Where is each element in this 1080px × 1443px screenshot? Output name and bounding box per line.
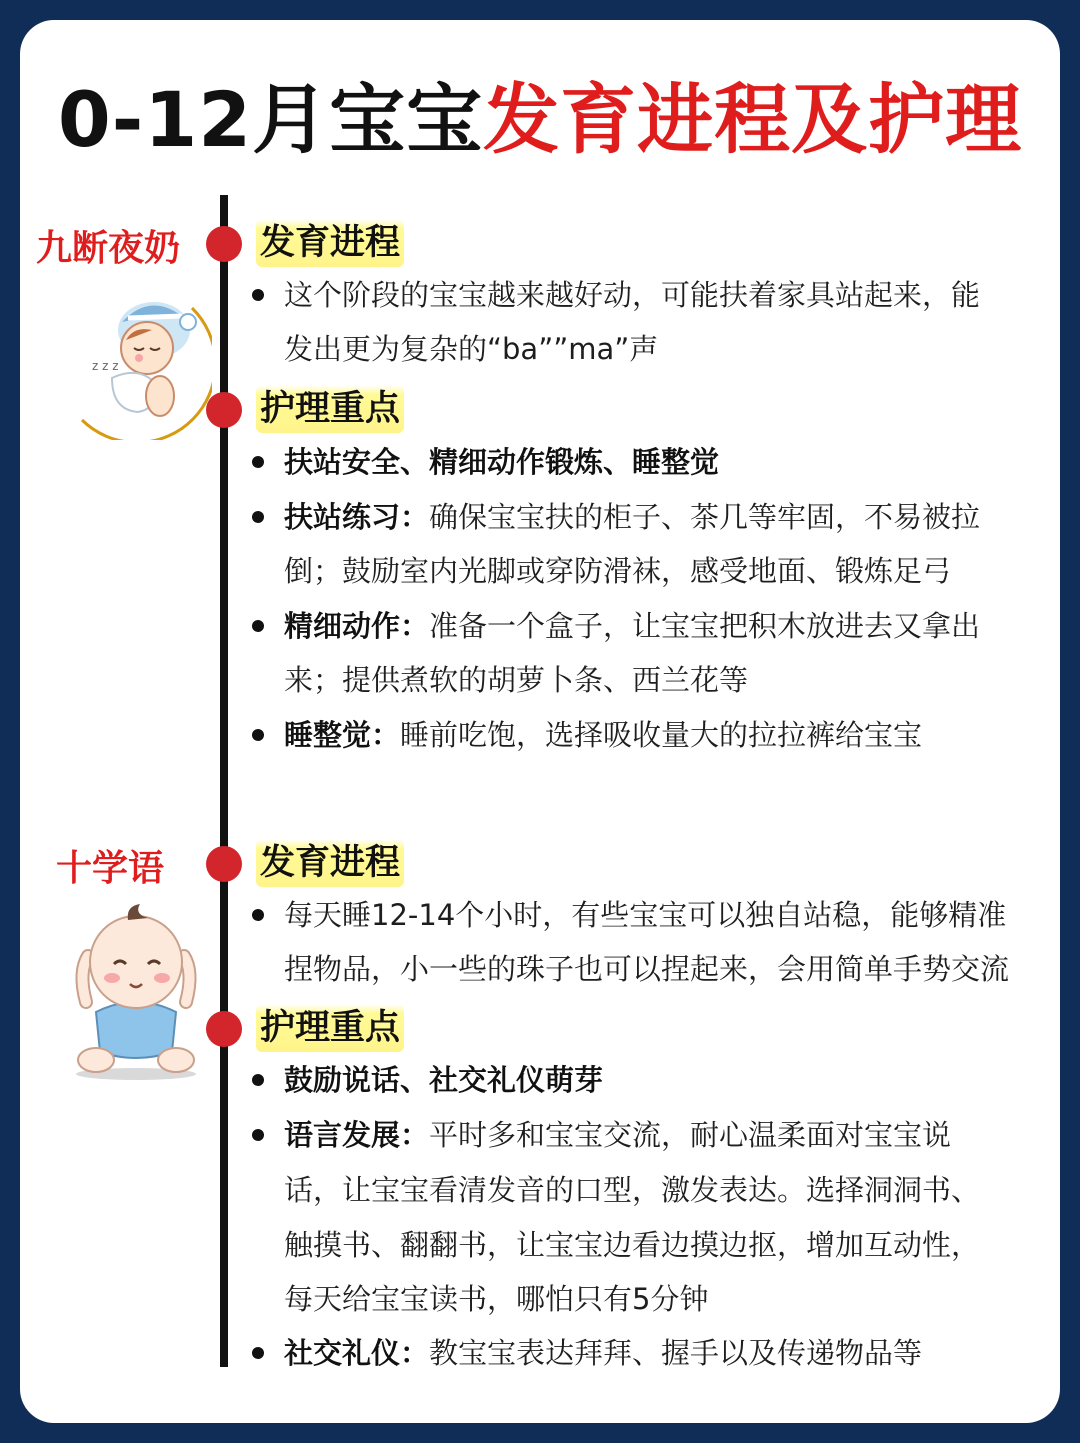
care-item-line: 睡整觉：睡前吃饱，选择吸收量大的拉拉裤给宝宝 <box>284 718 923 752</box>
content-card <box>20 20 1060 1423</box>
care-item-line: 触摸书、翻翻书，让宝宝边看边摸边抠，增加互动性， <box>284 1228 981 1262</box>
care-item-line: 扶站练习：确保宝宝扶的柜子、茶几等牢固，不易被拉 <box>284 500 981 534</box>
bullet <box>252 1129 264 1141</box>
care-summary: 扶站安全、精细动作锻炼、睡整觉 <box>284 445 720 479</box>
timeline-dot <box>206 226 242 262</box>
sleeping-baby-moon-icon <box>42 270 212 440</box>
care-item-line: 话，让宝宝看清发音的口型，激发表达。选择洞洞书、 <box>284 1173 981 1207</box>
care-heading: 护理重点 <box>256 385 404 433</box>
timeline-line <box>220 195 228 1367</box>
page-title-part1: 0-12月宝宝 <box>57 75 484 164</box>
stage-label-9: 九断夜奶 <box>36 228 181 269</box>
page-title-part2: 发育进程及护理 <box>483 75 1023 164</box>
care-item-line: 每天给宝宝读书，哪怕只有5分钟 <box>284 1282 709 1316</box>
care-item-line: 倒；鼓励室内光脚或穿防滑袜，感受地面、锻炼足弓 <box>284 554 952 588</box>
care-item-line: 来；提供煮软的胡萝卜条、西兰花等 <box>284 663 749 697</box>
stage-label-10: 十学语 <box>56 848 165 889</box>
bullet <box>252 289 264 301</box>
svg-text:z z z: z z z <box>92 359 119 373</box>
progress-heading: 发育进程 <box>256 219 404 267</box>
progress-text-line: 每天睡12-14个小时，有些宝宝可以独自站稳，能够精准 <box>284 898 1007 932</box>
timeline-dot <box>206 392 242 428</box>
timeline-dot <box>206 846 242 882</box>
bullet <box>252 1074 264 1086</box>
page-title <box>20 75 1060 164</box>
bullet <box>252 729 264 741</box>
bullet <box>252 456 264 468</box>
bullet <box>252 511 264 523</box>
care-item-line: 精细动作：准备一个盒子，让宝宝把积木放进去又拿出 <box>284 609 981 643</box>
timeline-dot <box>206 1011 242 1047</box>
progress-text-line: 这个阶段的宝宝越来越好动，可能扶着家具站起来，能 <box>284 278 981 312</box>
progress-text-line: 捏物品，小一些的珠子也可以捏起来，会用简单手势交流 <box>284 952 1010 986</box>
care-summary: 鼓励说话、社交礼仪萌芽 <box>284 1063 604 1097</box>
progress-text-line: 发出更为复杂的“ba””ma”声 <box>284 332 659 366</box>
care-heading: 护理重点 <box>256 1004 404 1052</box>
care-item-line: 语言发展：平时多和宝宝交流，耐心温柔面对宝宝说 <box>284 1118 952 1152</box>
care-item-line: 社交礼仪：教宝宝表达拜拜、握手以及传递物品等 <box>284 1336 923 1370</box>
bullet <box>252 620 264 632</box>
happy-baby-icon <box>56 892 216 1082</box>
bullet <box>252 909 264 921</box>
bullet <box>252 1347 264 1359</box>
progress-heading: 发育进程 <box>256 839 404 887</box>
